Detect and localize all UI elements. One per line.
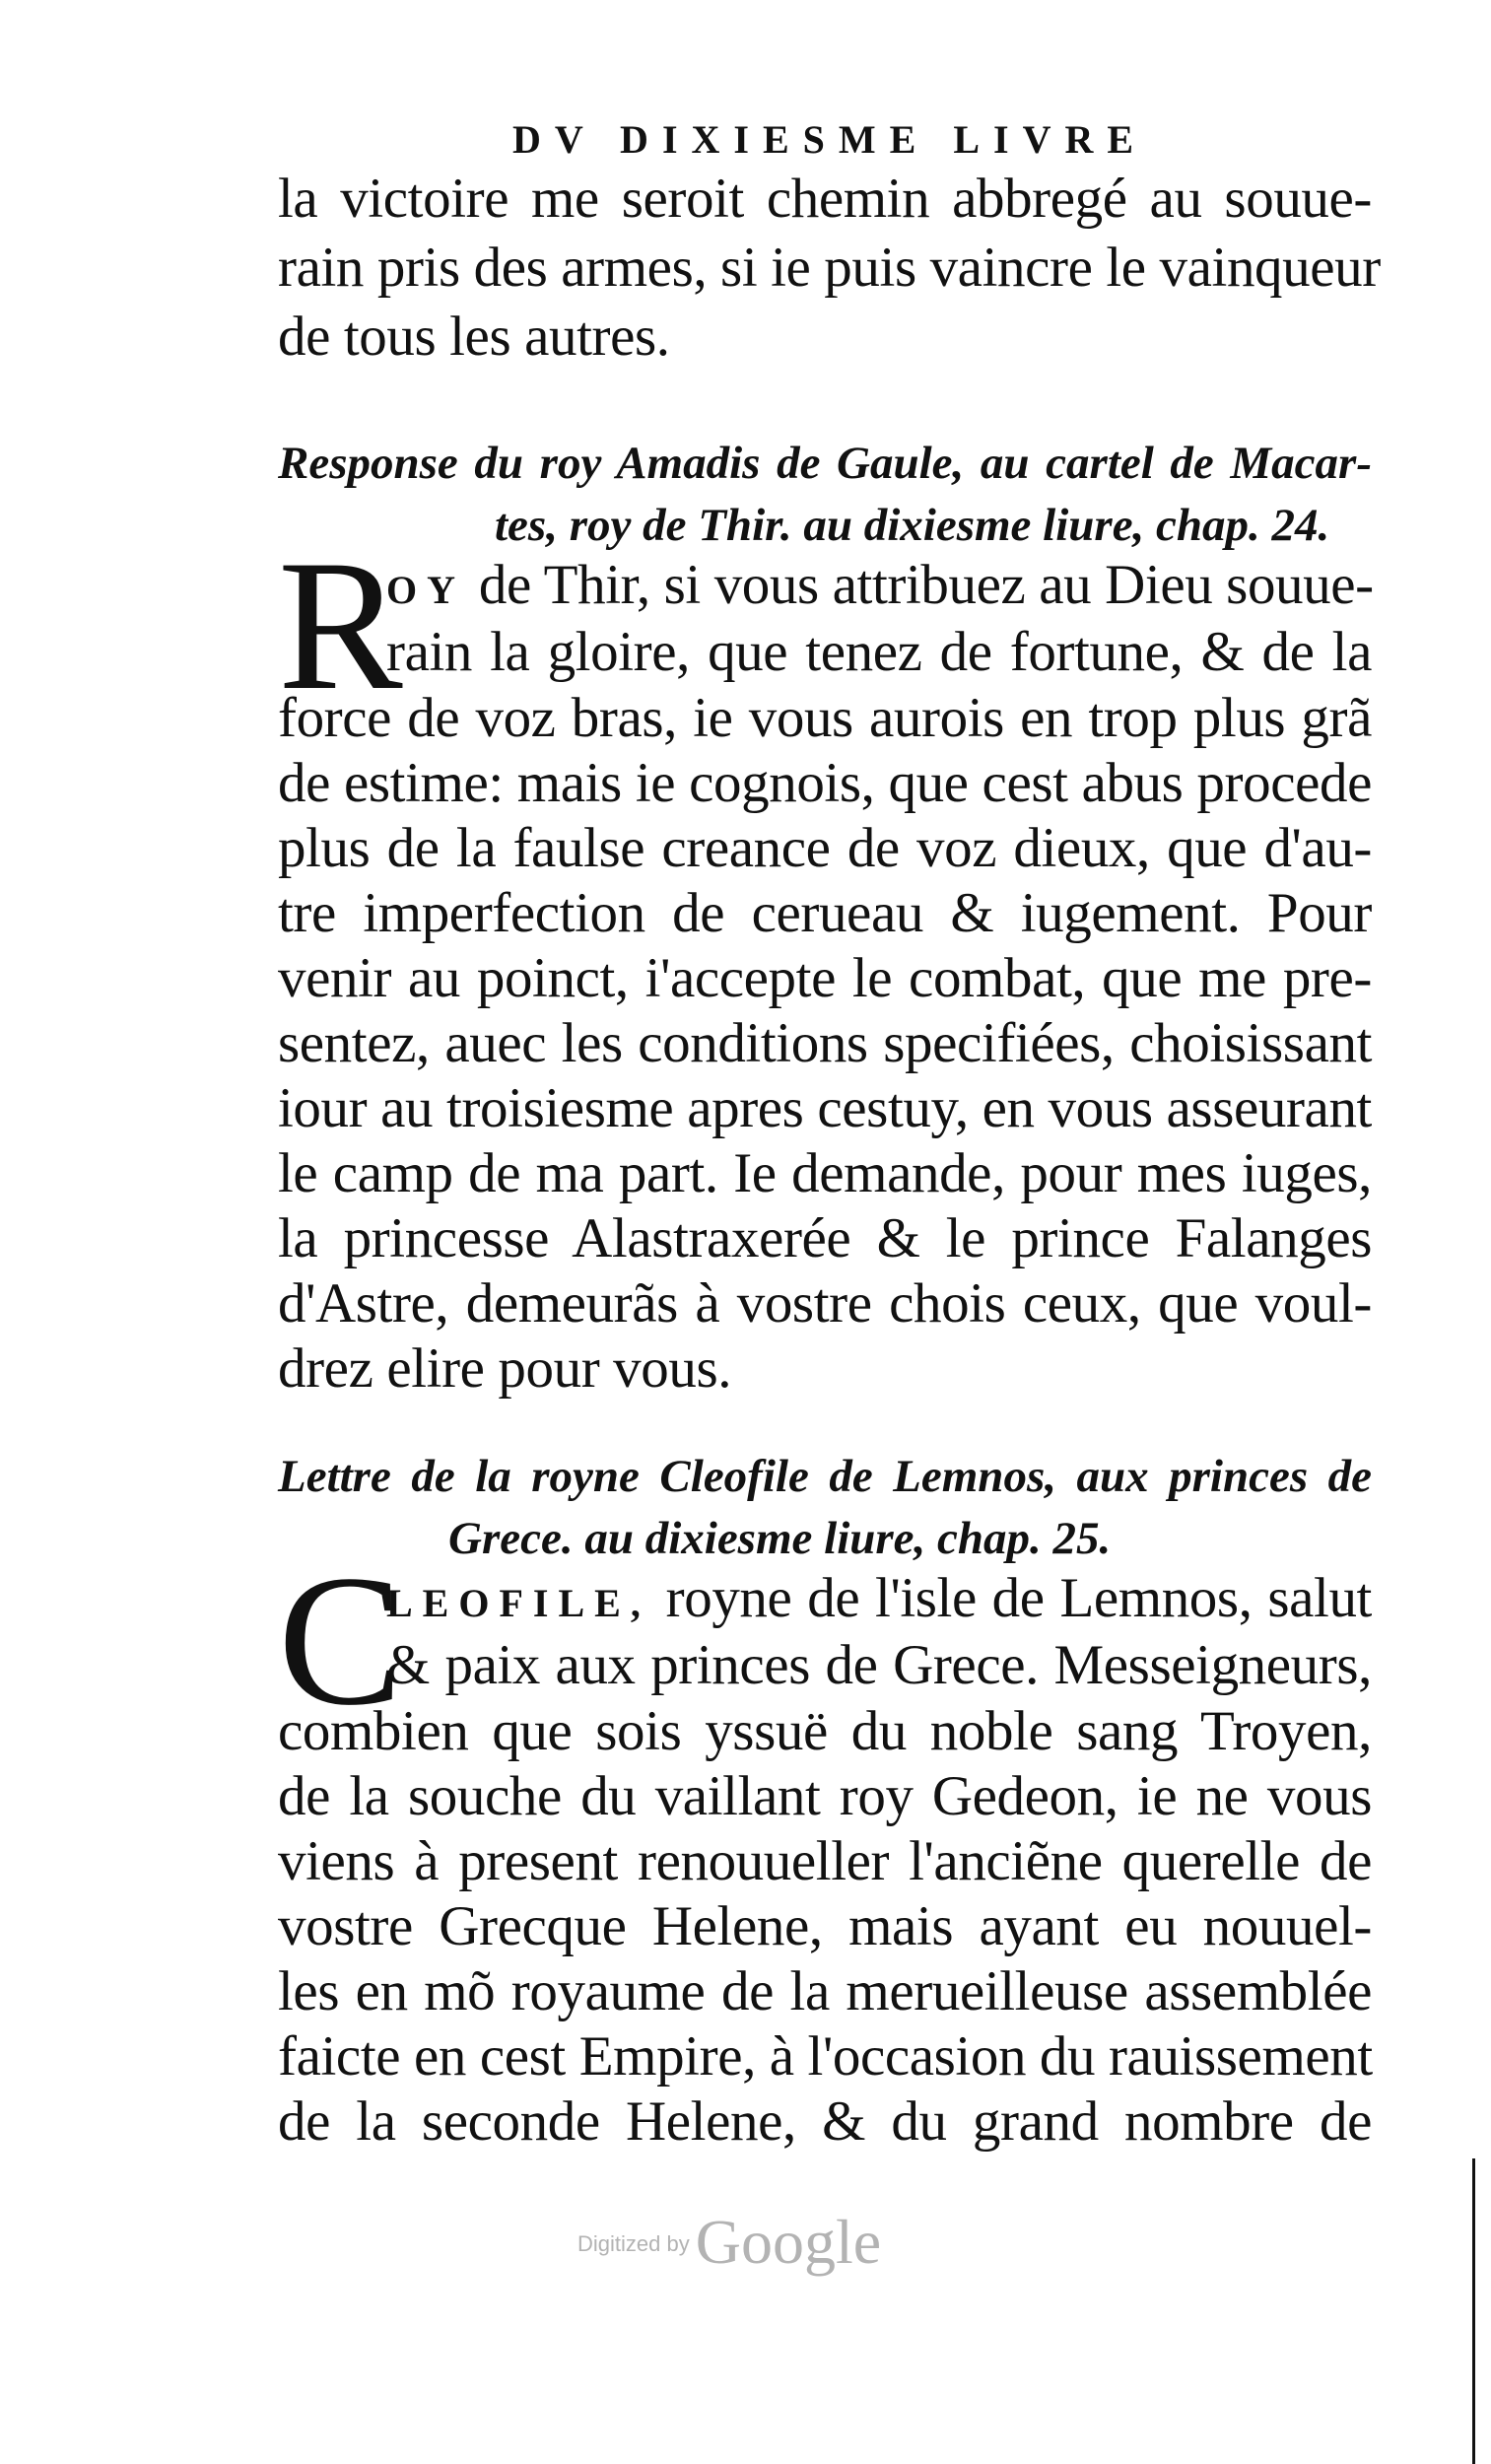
text-line: de tous les autres.: [278, 306, 670, 368]
section-heading: Response du roy Amadis de Gaule, au cartel de Macar-: [278, 438, 1372, 489]
text-line: rain pris des armes, si ie puis vaincre le vainqueur: [278, 237, 1381, 299]
text-line: & paix aux princes de Grece. Messeigneurs,: [386, 1634, 1372, 1696]
text-line: les en mõ royaume de la merueilleuse assemblée: [278, 1960, 1372, 2022]
text-line: sentez, auec les conditions specifiées, choisissant: [278, 1012, 1372, 1074]
text-line: de estime: mais ie cognois, que cest abus procede: [278, 752, 1372, 814]
text-line: force de voz bras, ie vous aurois en trop plus grã: [278, 687, 1372, 749]
text-line: [386, 554, 1372, 622]
text-line: vostre Grecque Helene, mais ayant eu nouuel-: [278, 1895, 1372, 1957]
text-line: de la seconde Helene, & du grand nombre de: [278, 2090, 1372, 2153]
text-line: tre imperfection de cerueau & iugement. Pour: [278, 882, 1372, 944]
digitization-watermark: [577, 2206, 881, 2279]
text-line: venir au poinct, i'accepte le combat, que me pre-: [278, 947, 1372, 1009]
text-line: d'Astre, demeurãs à vostre chois ceux, que voul-: [278, 1272, 1372, 1335]
page-edge-rule: [1472, 2158, 1475, 2464]
text-line: drez elire pour vous.: [278, 1337, 732, 1400]
text-line: plus de la faulse creance de voz dieux, que d'au-: [278, 817, 1372, 879]
digitized-by-label: Digitized by: [577, 2231, 690, 2256]
text-line: combien que sois yssuë du noble sang Troyen,: [278, 1700, 1372, 1762]
text-line: le camp de ma part. Ie demande, pour mes iuges,: [278, 1142, 1372, 1204]
text-run: royne de l'isle de Lemnos, salut: [665, 1567, 1372, 1629]
drop-cap: R: [278, 522, 403, 729]
section-heading: Grece. au dixiesme liure, chap. 25.: [448, 1513, 1112, 1564]
section-heading: Lettre de la royne Cleofile de Lemnos, aux princes de: [278, 1451, 1372, 1502]
google-logo: Google: [695, 2207, 882, 2277]
text-line: faicte en cest Empire, à l'occasion du rauissement: [278, 2025, 1373, 2088]
text-run: de Thir, si vous attribuez au Dieu souue-: [478, 554, 1374, 616]
small-caps-word: LEOFILE,: [386, 1581, 650, 1625]
section-heading: tes, roy de Thir. au dixiesme liure, chap. 24.: [495, 500, 1330, 551]
text-line: rain la gloire, que tenez de fortune, & de la: [386, 621, 1372, 683]
drop-cap: C: [278, 1538, 403, 1745]
text-line: de la souche du vaillant roy Gedeon, ie ne vous: [278, 1765, 1372, 1827]
text-line: la victoire me seroit chemin abbregé au souue-: [278, 168, 1372, 230]
text-line: la princesse Alastraxerée & le prince Falanges: [278, 1207, 1372, 1269]
text-line: iour au troisiesme apres cestuy, en vous asseurant: [278, 1077, 1372, 1139]
text-line: [386, 1567, 1372, 1635]
text-line: viens à present renouueller l'anciẽne querelle de: [278, 1830, 1372, 1892]
small-caps-word: OY: [386, 568, 465, 612]
running-head: DV DIXIESME LIVRE: [512, 117, 1148, 162]
